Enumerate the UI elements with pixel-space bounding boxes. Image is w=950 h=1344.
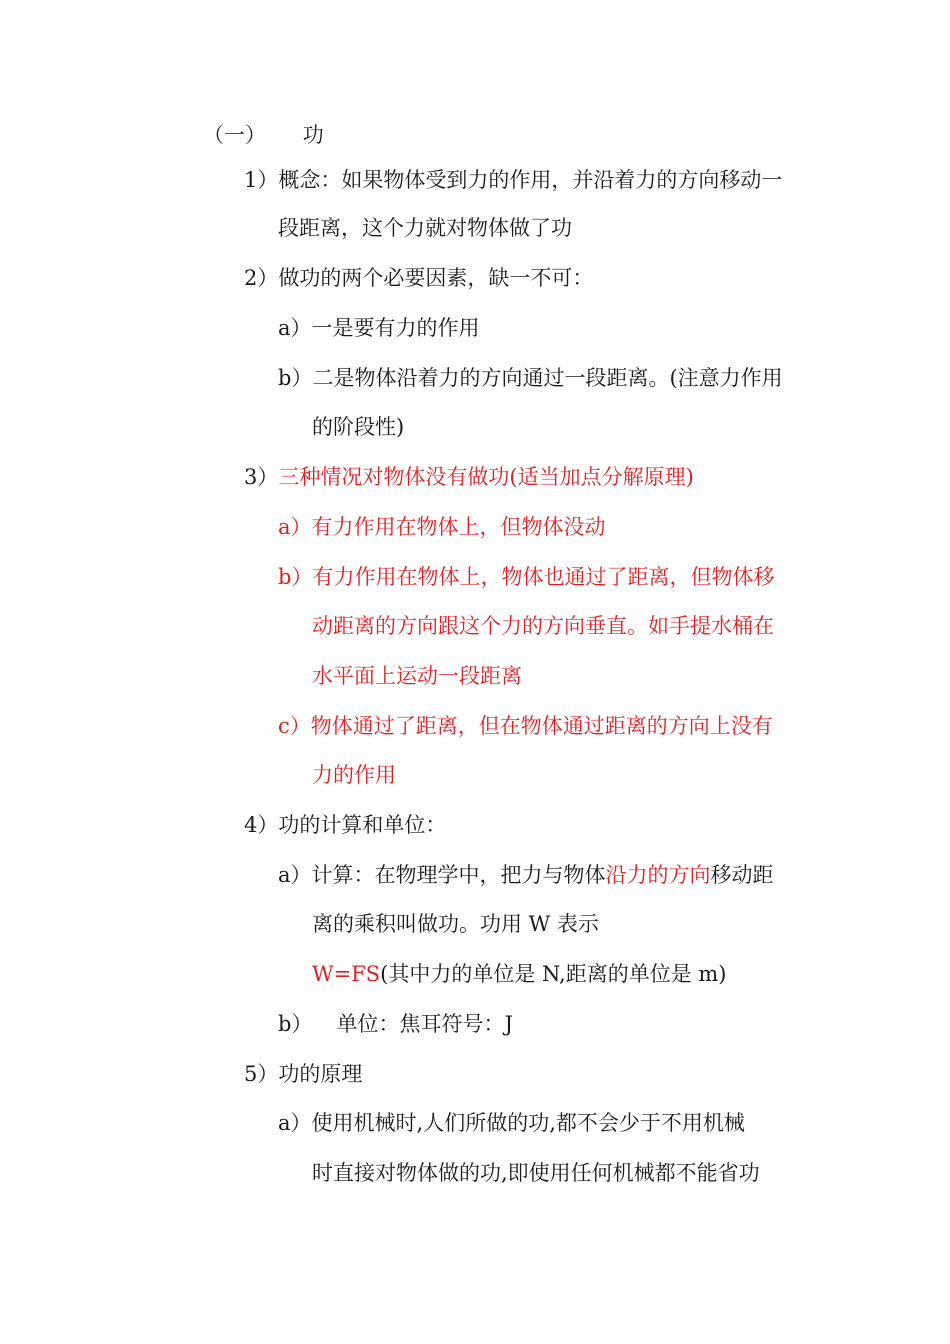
item-2a-marker: a） [278, 316, 312, 340]
item-5-line [244, 1060, 362, 1088]
item-3a-marker: a） [278, 515, 312, 539]
item-2a [278, 314, 480, 342]
item-4b [278, 1010, 513, 1038]
item-4a-line-2: 离的乘积叫做功。功用 W 表示 [312, 912, 599, 936]
item-3-marker: 3） [244, 465, 279, 489]
item-4a-text-end: 移动距 [710, 863, 774, 887]
item-3b-marker: b） [278, 565, 313, 589]
item-1-line-2: 段距离，这个力就对物体做了功 [278, 216, 572, 240]
item-4b-text: 单位：焦耳符号：J [336, 1012, 513, 1036]
item-2b-marker: b） [278, 366, 313, 390]
item-2-text: 做功的两个必要因素，缺一不可： [278, 266, 594, 290]
formula-note: (其中力的单位是 N,距离的单位是 m) [380, 962, 727, 986]
item-2b-line-1 [278, 364, 783, 392]
item-3c-line-1 [278, 712, 773, 740]
item-3c-line-2: 力的作用 [312, 763, 396, 787]
item-1-marker: 1） [244, 168, 279, 192]
section-marker: （一） [203, 123, 266, 147]
item-5a-marker: a） [278, 1111, 312, 1135]
item-3a [278, 513, 606, 541]
item-2-marker: 2） [244, 266, 279, 290]
item-1-text: 概念：如果物体受到力的作用，并沿着力的方向移动一 [278, 168, 783, 192]
item-5a-text: 使用机械时,人们所做的功,都不会少于不用机械 [311, 1111, 745, 1135]
item-4a-line-1 [278, 861, 774, 889]
item-4a-formula [312, 960, 727, 988]
item-4b-marker: b） [278, 1012, 313, 1036]
item-3-text: 三种情况对物体没有做功(适当加点分解原理) [278, 465, 694, 489]
item-3b-line-2: 动距离的方向跟这个力的方向垂直。如手提水桶在 [312, 614, 774, 638]
item-3c-marker: c） [278, 714, 311, 738]
item-5-marker: 5） [244, 1062, 279, 1086]
section-heading [203, 121, 324, 149]
item-3c-text: 物体通过了距离，但在物体通过距离的方向上没有 [310, 714, 773, 738]
item-3-line [244, 463, 694, 491]
item-4-line [244, 811, 446, 839]
item-2b-text: 二是物体沿着力的方向通过一段距离。(注意力作用 [312, 366, 783, 390]
item-5a-line-1 [278, 1109, 745, 1137]
item-5-text: 功的原理 [278, 1062, 363, 1086]
item-2b-line-2: 的阶段性) [312, 415, 405, 439]
item-3b-line-1 [278, 563, 774, 591]
item-4a-text: 计算：在物理学中，把力与物体 [311, 863, 606, 887]
item-3b-line-3: 水平面上运动一段距离 [312, 664, 522, 688]
item-3b-text: 有力作用在物体上，物体也通过了距离，但物体移 [312, 565, 775, 589]
item-4a-highlight: 沿力的方向 [605, 863, 711, 887]
item-2-line [244, 264, 593, 292]
item-4-text: 功的计算和单位： [278, 813, 447, 837]
item-4-marker: 4） [244, 813, 279, 837]
item-4a-marker: a） [278, 863, 312, 887]
item-3a-text: 有力作用在物体上，但物体没动 [311, 515, 606, 539]
formula: W=FS [312, 962, 381, 986]
item-2a-text: 一是要有力的作用 [311, 316, 480, 340]
item-5a-line-2: 时直接对物体做的功,即使用任何机械都不能省功 [312, 1161, 760, 1185]
section-title: 功 [302, 123, 324, 147]
item-1-line-1 [244, 166, 782, 194]
